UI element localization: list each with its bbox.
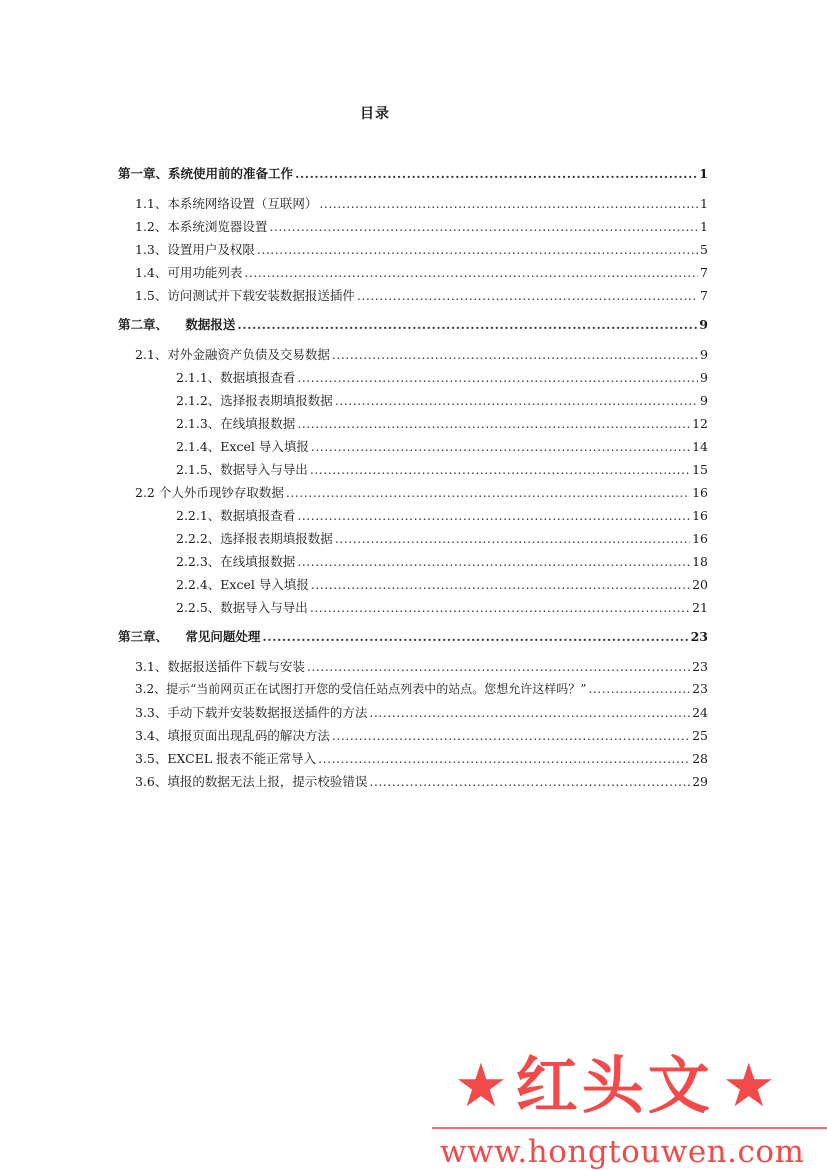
- toc-section-1-3[interactable]: [118, 240, 708, 263]
- toc-page-number: 18: [692, 554, 708, 569]
- toc-chapter-3[interactable]: [118, 627, 708, 651]
- toc-label: 3.2、提示“当前网页正在试图打开您的受信任站点列表中的站点。您想允许这样吗？”: [135, 682, 587, 696]
- leader-dots: [295, 166, 697, 181]
- leader-dots: [369, 705, 690, 720]
- toc-section-2-1[interactable]: [118, 345, 708, 368]
- toc-label: 第三章、 常见问题处理: [118, 629, 261, 644]
- toc-page-number: 20: [692, 577, 708, 592]
- toc-page-number: 9: [699, 317, 708, 332]
- toc-page-number: 9: [700, 347, 708, 362]
- toc-label: 3.3、手动下载并安装数据报送插件的方法: [135, 705, 368, 720]
- leader-dots: [311, 439, 690, 454]
- leader-dots: [332, 728, 690, 743]
- toc-subsection-2-2-1[interactable]: [118, 506, 708, 529]
- toc-page-number: 5: [700, 242, 708, 257]
- leader-dots: [310, 462, 690, 477]
- leader-dots: [369, 774, 690, 789]
- leader-dots: [588, 681, 690, 696]
- toc-subsection-2-2-4[interactable]: [118, 575, 708, 598]
- watermark-brand: [454, 1050, 776, 1122]
- toc-subsection-2-1-1[interactable]: [118, 368, 708, 391]
- toc-page-number: 23: [692, 659, 708, 674]
- leader-dots: [335, 393, 698, 408]
- toc-page-number: 15: [692, 462, 708, 477]
- toc-label: 3.4、填报页面出现乱码的解决方法: [135, 728, 330, 743]
- toc-page-number: 12: [692, 416, 708, 431]
- toc-page-number: 25: [692, 728, 708, 743]
- toc-page-number: 24: [692, 705, 708, 720]
- leader-dots: [269, 219, 698, 234]
- toc-section-1-1[interactable]: [118, 194, 708, 217]
- leader-dots: [357, 288, 698, 303]
- leader-dots: [237, 317, 697, 332]
- toc-chapter-1[interactable]: [118, 164, 708, 188]
- toc-label: 2.2.3、在线填报数据: [176, 554, 296, 569]
- toc-page-number: 9: [700, 370, 708, 385]
- toc-page-number: 1: [700, 219, 708, 234]
- star-icon: ★: [721, 1051, 776, 1121]
- leader-dots: [297, 554, 690, 569]
- toc-page-number: 23: [690, 629, 708, 644]
- toc-label: 2.2.4、Excel 导入填报: [176, 577, 309, 592]
- leader-dots: [335, 531, 690, 546]
- toc-page-number: 23: [692, 681, 708, 696]
- toc-label: 2.2 个人外币现钞存取数据: [135, 485, 284, 500]
- toc-subsection-2-1-5[interactable]: [118, 460, 708, 483]
- leader-dots: [332, 347, 698, 362]
- leader-dots: [257, 242, 698, 257]
- toc-label: 第二章、 数据报送: [118, 317, 236, 332]
- toc-page-number: 28: [692, 751, 708, 766]
- toc-page-number: 9: [700, 393, 708, 408]
- toc-section-3-2[interactable]: [118, 680, 708, 703]
- watermark-url: www.hongtouwen.com: [440, 1134, 805, 1170]
- toc-section-3-1[interactable]: [118, 657, 708, 680]
- toc-label: 2.1.4、Excel 导入填报: [176, 439, 309, 454]
- leader-dots: [310, 600, 690, 615]
- leader-dots: [297, 370, 698, 385]
- toc-section-1-5[interactable]: [118, 286, 708, 309]
- toc-subsection-2-1-2[interactable]: [118, 391, 708, 414]
- toc-label: 2.2.1、数据填报查看: [176, 508, 296, 523]
- toc-label: 1.2、本系统浏览器设置: [135, 219, 268, 234]
- toc-section-3-3[interactable]: [118, 703, 708, 726]
- leader-dots: [311, 577, 690, 592]
- toc-label: 1.5、访问测试并下载安装数据报送插件: [135, 288, 355, 303]
- toc-page-number: 1: [699, 166, 708, 181]
- toc-label: 2.1.1、数据填报查看: [176, 370, 296, 385]
- toc-page-number: 16: [692, 485, 708, 500]
- toc-page-number: 7: [700, 265, 708, 280]
- toc-subsection-2-1-4[interactable]: [118, 437, 708, 460]
- toc-label: 第一章、系统使用前的准备工作: [118, 166, 294, 181]
- table-of-contents: [118, 164, 708, 795]
- toc-subsection-2-1-3[interactable]: [118, 414, 708, 437]
- toc-page-number: 1: [700, 196, 708, 211]
- toc-label: 2.1、对外金融资产负债及交易数据: [135, 347, 330, 362]
- watermark-divider: [432, 1127, 827, 1129]
- toc-subsection-2-2-3[interactable]: [118, 552, 708, 575]
- page-title: 目录: [360, 106, 390, 122]
- leader-dots: [319, 196, 698, 211]
- toc-page-number: 14: [692, 439, 708, 454]
- toc-label: 2.2.2、选择报表期填报数据: [176, 531, 333, 546]
- toc-chapter-2[interactable]: [118, 315, 708, 339]
- leader-dots: [286, 485, 690, 500]
- leader-dots: [297, 416, 690, 431]
- toc-section-1-4[interactable]: [118, 263, 708, 286]
- toc-section-3-5[interactable]: [118, 749, 708, 772]
- toc-label: 2.1.5、数据导入与导出: [176, 462, 308, 477]
- leader-dots: [244, 265, 698, 280]
- toc-label: 1.4、可用功能列表: [135, 265, 243, 280]
- toc-label: 2.1.2、选择报表期填报数据: [176, 393, 333, 408]
- site-watermark: [432, 1050, 827, 1170]
- toc-section-1-2[interactable]: [118, 217, 708, 240]
- watermark-text: 红头文: [515, 1049, 714, 1122]
- toc-section-3-4[interactable]: [118, 726, 708, 749]
- toc-page-number: 21: [692, 600, 708, 615]
- toc-page-number: 7: [700, 288, 708, 303]
- toc-label: 2.1.3、在线填报数据: [176, 416, 296, 431]
- toc-page-number: 16: [692, 531, 708, 546]
- toc-subsection-2-2-5[interactable]: [118, 598, 708, 621]
- toc-subsection-2-2-2[interactable]: [118, 529, 708, 552]
- toc-label: 3.5、EXCEL 报表不能正常导入: [135, 751, 317, 766]
- toc-label: 2.2.5、数据导入与导出: [176, 600, 308, 615]
- leader-dots: [297, 508, 690, 523]
- star-icon: ★: [454, 1051, 508, 1121]
- toc-page-number: 29: [692, 774, 708, 789]
- toc-label: 3.6、填报的数据无法上报，提示校验错误: [135, 774, 368, 789]
- toc-label: 1.1、本系统网络设置（互联网）: [135, 196, 318, 211]
- toc-label: 1.3、设置用户及权限: [135, 242, 255, 257]
- toc-section-3-6[interactable]: [118, 772, 708, 795]
- leader-dots: [262, 629, 688, 644]
- toc-section-2-2[interactable]: [118, 483, 708, 506]
- toc-label: 3.1、数据报送插件下载与安装: [135, 659, 305, 674]
- leader-dots: [318, 751, 690, 766]
- toc-page-number: 16: [692, 508, 708, 523]
- leader-dots: [307, 659, 690, 674]
